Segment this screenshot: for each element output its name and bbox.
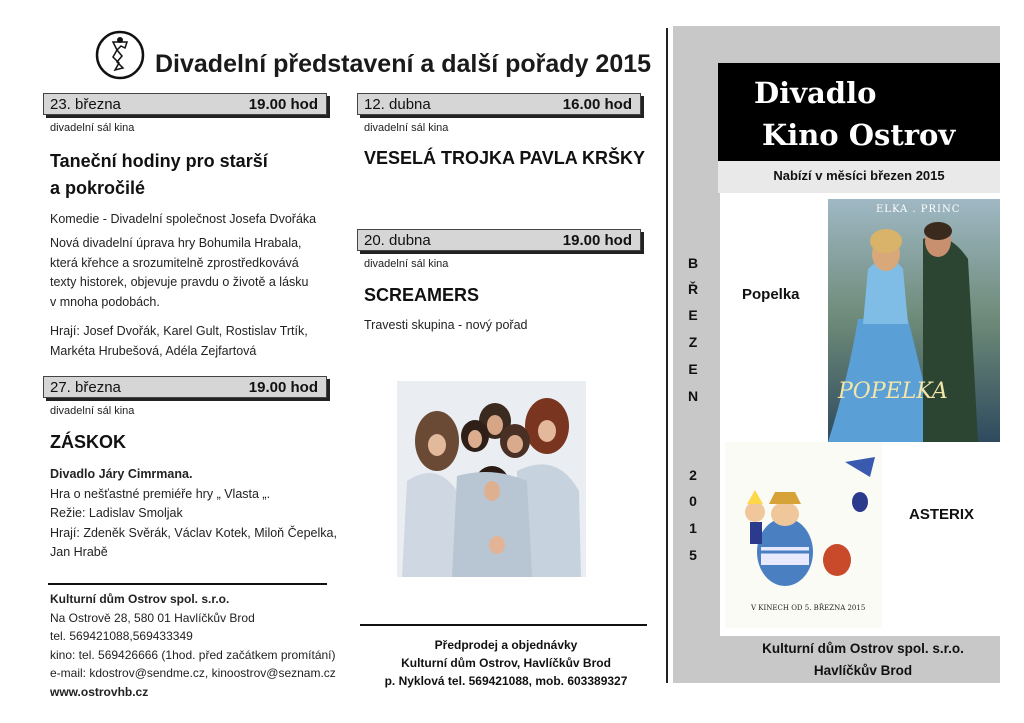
theatre-logo (95, 30, 145, 80)
vertical-letter: Z (688, 334, 698, 350)
event-details (50, 465, 337, 563)
event-date: 23. března (50, 96, 121, 113)
popelka-poster (828, 199, 1000, 442)
column-divider (666, 28, 668, 683)
vertical-digit: 0 (689, 493, 697, 509)
monthly-offer-label: Nabízí v měsíci březen 2015 (718, 161, 1000, 193)
side-footer (728, 638, 998, 682)
date-bar-event-4 (357, 229, 641, 251)
text-line: která křehce a srozumitelně zprostředkovává (50, 255, 299, 270)
footer-line: Kulturní dům Ostrov spol. s.r.o. (762, 641, 964, 656)
text-line: Jan Hrabě (50, 545, 108, 559)
text-line: Hrají: Zdeněk Svěrák, Václav Kotek, Miloň Čepelka, (50, 525, 337, 540)
event-time: 19.00 hod (562, 232, 632, 249)
contact-company: Kulturní dům Ostrov spol. s.r.o. (50, 592, 230, 606)
contact-website[interactable]: www.ostrovhb.cz (50, 684, 149, 699)
event-title-line: a pokročilé (50, 178, 146, 198)
contact-cinema-phone: kino: tel. 569426666 (1hod. před začátkem promítání) (50, 647, 336, 662)
text-line: Divadlo Járy Cimrmana. (50, 467, 193, 481)
cinema-name-line1: Divadlo (754, 76, 877, 110)
event-title: SCREAMERS (364, 285, 480, 305)
divider (360, 624, 647, 626)
event-description (50, 234, 308, 312)
poster-tagline: ELKA . PRINC (876, 204, 961, 215)
date-bar-event-2 (43, 376, 327, 398)
presale-line: p. Nyklová tel. 569421088, mob. 603389327 (384, 674, 628, 688)
vertical-letter: N (687, 388, 699, 404)
asterix-poster (725, 442, 882, 628)
vertical-letter: E (688, 361, 698, 377)
poster-artwork (828, 199, 1000, 442)
event-title (50, 148, 268, 202)
event-venue: divadelní sál kina (364, 258, 449, 270)
poster-artwork (725, 442, 882, 628)
event-description: Travesti skupina - nový pořad (364, 318, 528, 332)
divider (48, 583, 327, 585)
contact-phone: tel. 569421088,569433349 (50, 629, 193, 643)
event-date: 20. dubna (364, 232, 431, 249)
movie-title-asterix: ASTERIX (909, 506, 975, 523)
text-line: Markéta Hrubešová, Adéla Zejfartová (50, 343, 257, 358)
vertical-digit: 1 (689, 520, 697, 536)
event-time: 16.00 hod (562, 96, 632, 113)
cinema-name-line2: Kino Ostrov (762, 118, 956, 152)
event-venue: divadelní sál kina (364, 122, 449, 134)
contact-block (50, 590, 336, 701)
date-bar-event-3 (357, 93, 641, 115)
event-venue: divadelní sál kina (50, 405, 135, 417)
text-line: v mnoha podobách. (50, 294, 160, 309)
text-line: Režie: Ladislav Smoljak (50, 506, 183, 520)
event-title-line: Taneční hodiny pro starší (50, 151, 268, 171)
vertical-letter: B (687, 255, 699, 271)
event-title: ZÁSKOK (50, 432, 126, 452)
text-line: Hra o nešťastné premiéře hry „ Vlasta „. (50, 486, 271, 501)
presale-line: Předprodej a objednávky (434, 638, 578, 652)
text-line: texty historek, objevuje pravdu o životě a lásku (50, 275, 309, 289)
event-date: 12. dubna (364, 96, 431, 113)
vertical-digit: 2 (689, 467, 697, 483)
text-line: Nová divadelní úprava hry Bohumila Hrabala, (50, 236, 302, 250)
contact-address: Na Ostrově 28, 580 01 Havlíčkův Brod (50, 610, 255, 625)
event-date: 27. března (50, 379, 121, 396)
text-line: Hrají: Josef Dvořák, Karel Gult, Rostislav Trtík, (50, 324, 308, 338)
vertical-letter: E (688, 307, 698, 323)
page-title: Divadelní představení a další pořady 2015 (155, 50, 652, 78)
presale-line: Kulturní dům Ostrov, Havlíčkův Brod (401, 656, 611, 670)
event-genre: Komedie - Divadelní společnost Josefa Dvořáka (50, 212, 317, 226)
footer-line: Havlíčkův Brod (813, 663, 913, 678)
event-cast (50, 322, 308, 361)
event-time: 19.00 hod (248, 96, 318, 113)
screamers-photo (397, 381, 586, 577)
movie-title-popelka: Popelka (742, 286, 800, 303)
date-bar-event-1 (43, 93, 327, 115)
event-title: VESELÁ TROJKA PAVLA KRŠKY (364, 148, 646, 168)
contact-email[interactable]: e-mail: kdostrov@sendme.cz, kinoostrov@seznam.cz (50, 666, 336, 680)
event-venue: divadelní sál kina (50, 122, 135, 134)
presale-block (368, 636, 644, 690)
poster-title: POPELKA (838, 379, 948, 404)
vertical-letter: Ř (687, 281, 699, 297)
event-time: 19.00 hod (248, 379, 318, 396)
vertical-digit: 5 (689, 547, 697, 563)
poster-caption: V KINECH OD 5. BŘEZNA 2015 (751, 604, 866, 612)
